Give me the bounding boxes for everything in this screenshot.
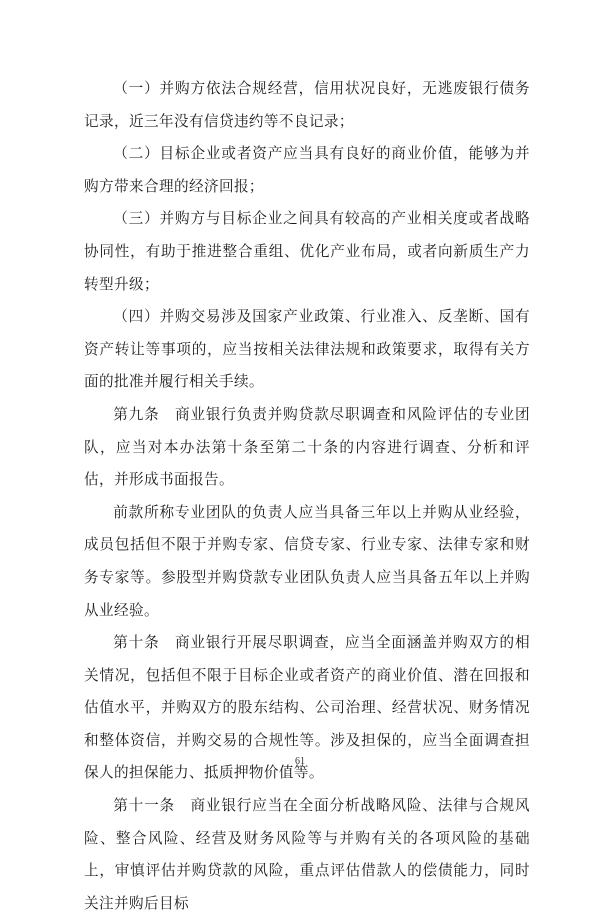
- paragraph-article-11: 第十一条 商业银行应当在全面分析战略风险、法律与合规风险、整合风险、经营及财务风险等与并购有关的各项风险的基础上，审慎评估并购贷款的风险，重点评估借款人的偿债能力，同时关注并购后目标: [84, 797, 530, 912]
- paragraph-article-9-team: 前款所称专业团队的负责人应当具备三年以上并购从业经验，成员包括但不限于并购专家、信贷专家、行业专家、法律专家和财务专家等。参股型并购贷款专业团队负责人应当具备五年以上并购从业经验。: [84, 503, 530, 619]
- paragraph-clause-4: （四）并购交易涉及国家产业政策、行业准入、反垄断、国有资产转让等事项的，应当按相关法律法规和政策要求，取得有关方面的批准并履行相关手续。: [84, 308, 530, 391]
- paragraph-article-9: 第九条 商业银行负责并购贷款尽职调查和风险评估的专业团队，应当对本办法第十条至第二十条的内容进行调查、分析和评估，并形成书面报告。: [84, 405, 530, 489]
- paragraph-article-10: 第十条 商业银行开展尽职调查，应当全面涵盖并购双方的相关情况，包括但不限于目标企业或者资产的商业价值、潜在回报和估值水平，并购双方的股东结构、公司治理、经营状况、财务情况和整体资信，并购交易的合规性等。涉及担保的，应当全面调查担保人的担保能力、抵质押物价值等。: [84, 634, 530, 782]
- body-text: [84, 73, 530, 920]
- page-number: 61: [295, 756, 305, 767]
- paragraph-clause-3: （三）并购方与目标企业之间具有较高的产业相关度或者战略协同性，有助于推进整合重组、优化产业布局，或者向新质生产力转型升级；: [84, 210, 530, 293]
- paragraph-clause-2: （二）目标企业或者资产应当具有良好的商业价值，能够为并购方带来合理的经济回报；: [84, 145, 530, 195]
- paragraph-clause-1: （一）并购方依法合规经营，信用状况良好，无逃废银行债务记录，近三年没有信贷违约等不良记录；: [84, 80, 530, 130]
